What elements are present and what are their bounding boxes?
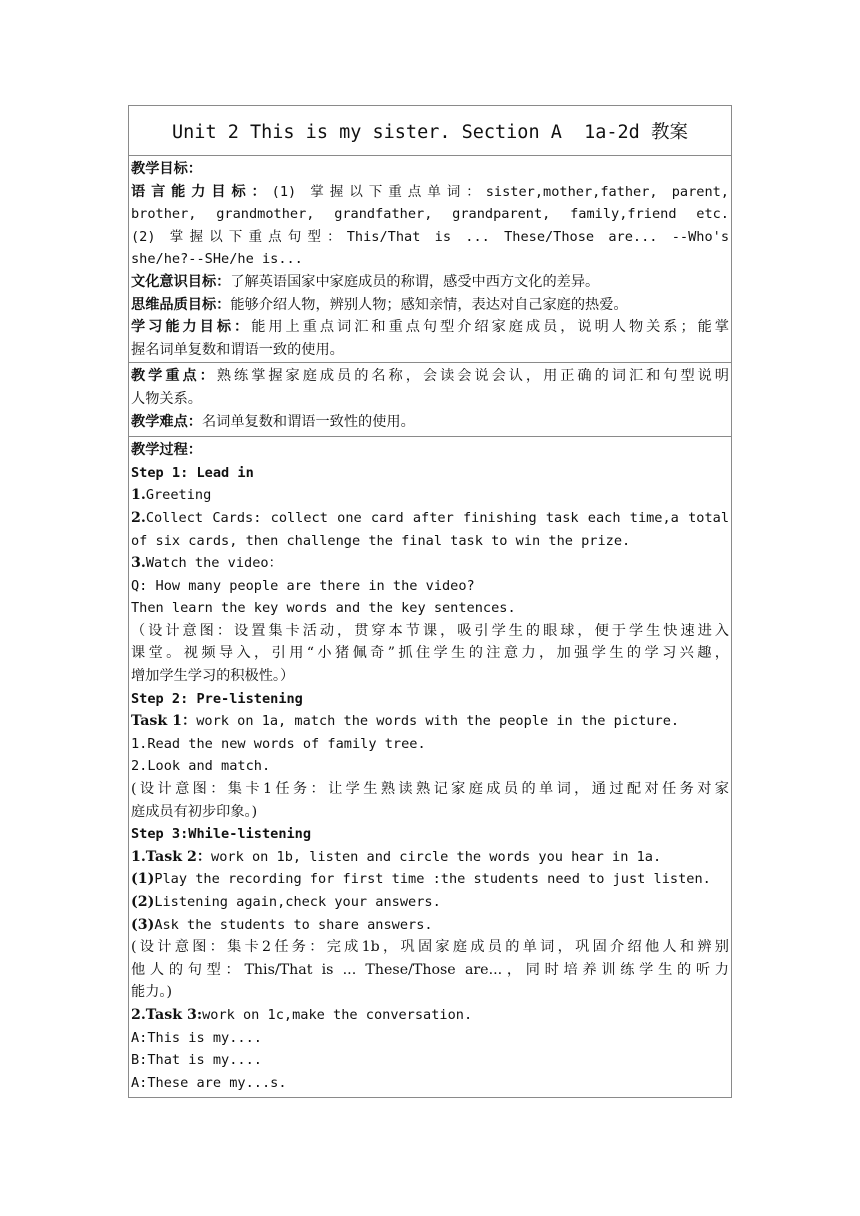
key-points-cell [129,363,731,437]
step-1-question: Q: How many people are there in the video? [131,577,475,594]
task-3-label: 2.Task 3: [131,1006,203,1023]
conversation-a-1: A:This is my.... [131,1029,262,1046]
language-goal-line-2: brother, grandmother, grandfather, grandparent, family,friend etc. [131,206,729,223]
item-number: (1) [131,871,155,888]
step-1-design-line-3: 增加学生学习的积极性。） [131,668,295,685]
step-2-design-line-1: (设计意图：集卡1任务：让学生熟读熟记家庭成员的单词，通过配对任务对家 [131,781,729,798]
item-text: Collect Cards: collect one card after finishing task each time,a total [145,509,729,526]
item-text: Watch the video： [145,555,283,572]
step-3-design-line-1: (设计意图：集卡2任务：完成1b，巩固家庭成员的单词，巩固介绍他人和辨别 [131,939,729,956]
task-1-text: work on 1a, match the words with the people in the picture. [196,713,680,730]
item-number: 1. [131,487,146,504]
task-1-line [131,710,729,733]
item-number: 3. [131,555,146,572]
culture-goal-text: 了解英语国家中家庭成员的称谓，感受中西方文化的差异。 [230,273,600,290]
lesson-plan-table [128,105,732,1098]
language-goal-line-3: (2) 掌握以下重点句型：This/That is ... These/Those are... --Who's [131,228,729,245]
learning-goal-text-1: 能用上重点词汇和重点句型介绍家庭成员，说明人物关系；能掌 [251,319,729,336]
focus-label: 教学重点： [131,368,217,385]
task-3-text: work on 1c,make the conversation. [202,1006,473,1023]
step-1-item-3 [131,552,729,575]
task-2-text: work on 1b, listen and circle the words you hear in 1a. [211,848,662,865]
step-3-design-line-3: 能力。) [131,984,172,1001]
item-text: Play the recording for first time :the students need to just listen. [154,871,711,888]
step-1-then: Then learn the key words and the key sentences. [131,600,516,617]
difficulty-line [131,411,729,434]
step-1-design-line-1: （设计意图：设置集卡活动，贯穿本节课，吸引学生的眼球，便于学生快速进入 [131,622,729,639]
step-1-item-2-line-2: of six cards, then challenge the final task to win the prize. [131,532,631,549]
step-2-item-1: 1.Read the new words of family tree. [131,735,426,752]
task-3-line [131,1004,729,1027]
language-goal-line-4: she/he?--SHe/he is... [131,251,303,268]
focus-line-2: 人物关系。 [131,390,202,407]
thinking-goal-line [131,294,729,317]
thinking-goal-label: 思维品质目标： [131,296,231,313]
focus-line-1 [131,365,729,388]
step-1-item-2-line-1 [131,507,729,530]
language-goal-line-1 [131,181,729,204]
step-1-heading: Step 1: Lead in [131,464,254,481]
item-number: 2. [131,509,146,526]
conversation-a-2: A:These are my...s. [131,1074,287,1091]
teaching-goals-cell [129,156,731,363]
task-2-label: 1.Task 2： [131,848,212,865]
document-title: Unit 2 This is my sister. Section A 1a-2d 教案 [129,106,731,156]
step-1-item-1 [131,484,729,507]
step-3-item-3 [131,914,729,937]
step-2-design-line-2: 庭成员有初步印象。) [131,803,258,820]
item-text: Ask the students to share answers. [154,916,433,933]
culture-goal-label: 文化意识目标： [131,273,231,290]
task-2-line [131,846,729,869]
task-1-label: Task 1： [131,713,197,730]
step-3-design-line-2: 他人的句型：This/That is ... These/Those are...，同时培养训练学生的听力 [131,961,729,978]
process-heading: 教学过程： [131,442,202,459]
step-1-design-line-2: 课堂。视频导入，引用“小猪佩奇”抓住学生的注意力，加强学生的学习兴趣， [131,645,729,662]
difficulty-text: 名词单复数和谓语一致性的使用。 [201,413,415,430]
step-3-item-1 [131,868,729,891]
learning-goal-label: 学习能力目标： [131,319,252,336]
item-number: (2) [131,894,155,910]
focus-text-1: 熟练掌握家庭成员的名称，会读会说会认，用正确的词汇和句型说明 [216,368,729,385]
learning-goal-line-1 [131,316,729,339]
step-3-item-2 [131,891,729,914]
language-goal-label: 语言能力目标： [131,183,272,200]
item-text: Listening again,check your answers. [154,894,441,910]
step-3-heading: Step 3:While-listening [131,826,312,843]
step-2-heading: Step 2: Pre-listening [131,690,303,707]
thinking-goal-text: 能够介绍人物，辨别人物；感知亲情，表达对自己家庭的热爱。 [230,296,628,313]
difficulty-label: 教学难点： [131,413,202,430]
conversation-b-1: B:That is my.... [131,1052,262,1069]
teaching-process-cell [129,437,731,1098]
step-2-item-2: 2.Look and match. [131,758,271,775]
item-text: Greeting [145,487,212,504]
language-goal-text-1: (1) 掌握以下重点单词：sister,mother,father, parent, [271,183,729,200]
learning-goal-line-2: 握名词单复数和谓语一致的使用。 [131,341,344,358]
culture-goal-line [131,271,729,294]
goals-heading: 教学目标： [131,161,202,177]
item-number: (3) [131,916,155,933]
